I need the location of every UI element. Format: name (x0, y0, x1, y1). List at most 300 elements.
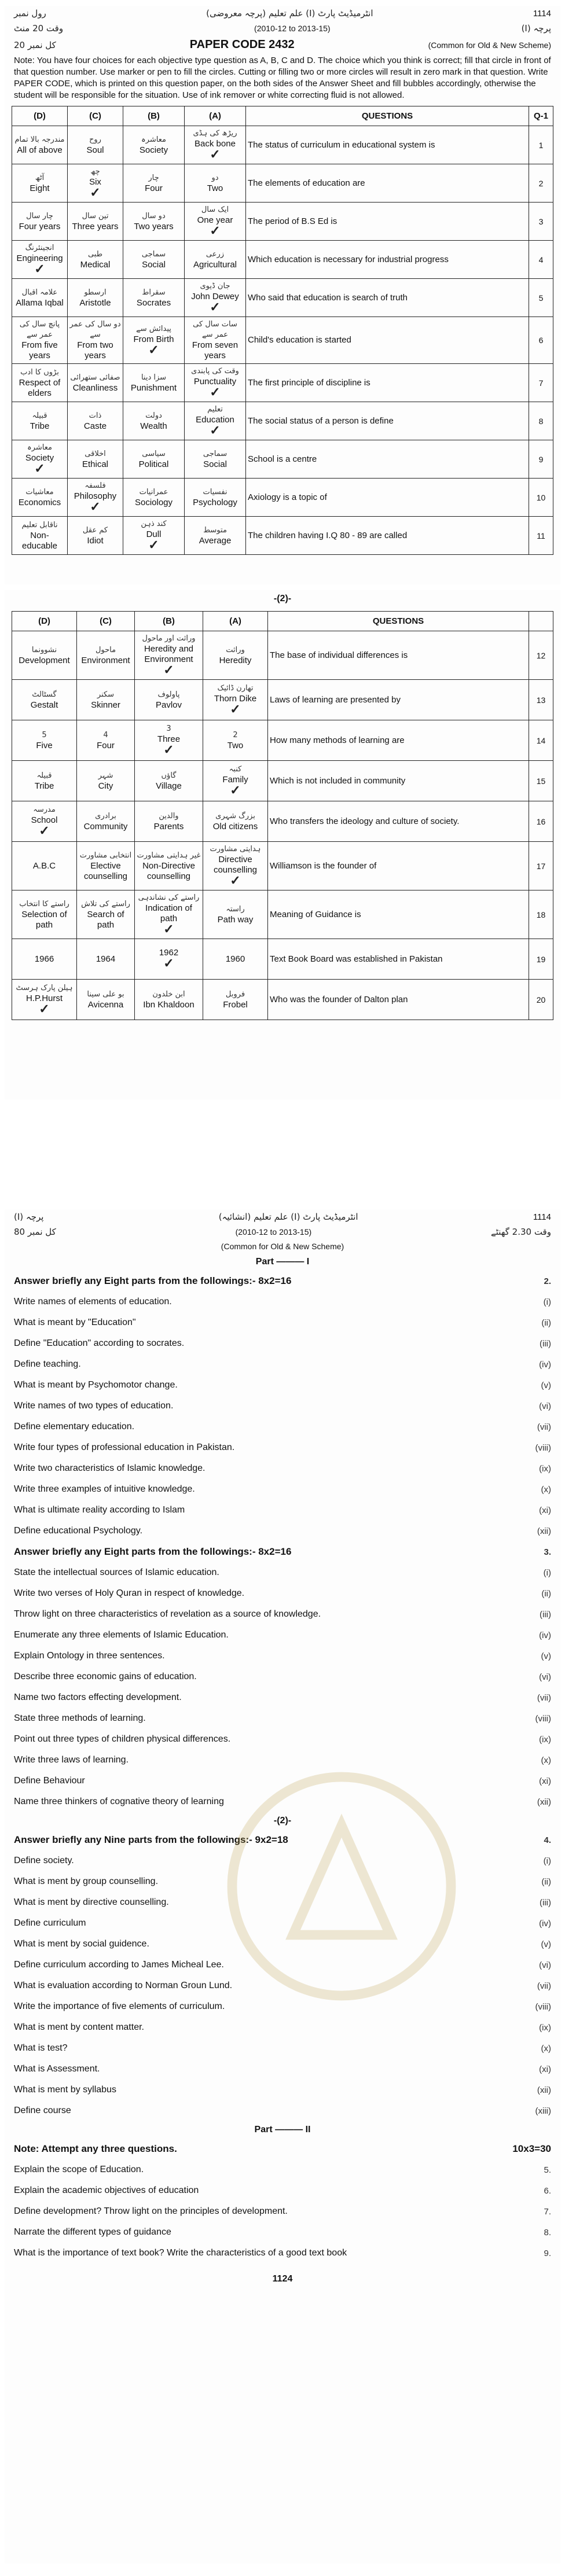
question-number: 1 (529, 126, 553, 164)
part2-marks: 10x3=30 (512, 2143, 551, 2154)
check-mark-icon: ✓ (39, 1002, 50, 1016)
mcq-row (12, 680, 553, 720)
question-text: The social status of a person is define (246, 402, 529, 440)
option-english: Wealth (140, 421, 167, 431)
option-english: Gestalt (30, 700, 58, 710)
question-number: (i) (543, 1567, 551, 1578)
mcq-row (12, 890, 553, 939)
short-question-item (5, 2017, 560, 2038)
mcq-table-1 (12, 106, 553, 555)
short-question-item (5, 1771, 560, 1791)
code-left: 1114 (533, 8, 551, 19)
option-english: Social (203, 459, 227, 469)
short-question-item (5, 1996, 560, 2017)
question-number: 3 (529, 203, 553, 241)
question-number: 12 (529, 631, 553, 680)
part-2-label: Part ——— II (254, 2125, 311, 2135)
question-text: Name three thinkers of cognative theory of learning (14, 1797, 224, 1806)
short-question-item (5, 1479, 560, 1500)
option-english: From five years (21, 340, 58, 360)
question-text: Williamson is the founder of (268, 842, 529, 890)
option-d (12, 890, 77, 939)
option-urdu: نشوونما (31, 645, 57, 654)
option-english: Back bone (195, 139, 236, 149)
question-number: 11 (529, 517, 553, 555)
question-number: 5 (529, 279, 553, 317)
option-english: Community (83, 821, 128, 831)
footer-code: 1124 (272, 2274, 293, 2284)
question-number: (x) (541, 2043, 551, 2054)
short-question-item (5, 1666, 560, 1687)
option-english: Pavlov (155, 700, 182, 710)
mcq-row (12, 801, 553, 842)
question-number: (xi) (539, 1505, 551, 1515)
option-d (12, 402, 68, 440)
option-c (77, 680, 135, 720)
check-mark-icon: ✓ (39, 823, 50, 838)
check-mark-icon: ✓ (34, 262, 45, 276)
question-number: (i) (543, 1856, 551, 1866)
option-urdu: معاشیات (25, 487, 54, 496)
subjective-header-scheme (5, 1239, 560, 1253)
question-number: (i) (543, 1297, 551, 1307)
option-english: Punctuality (193, 377, 237, 387)
question-number: (vii) (537, 1422, 551, 1432)
question-text: Throw light on three characteristics of revelation as a source of knowledge. (14, 1609, 321, 1619)
short-question-item (5, 2100, 560, 2121)
q4-heading-text: Answer briefly any Nine parts from the followings:- 9x2=18 (14, 1834, 288, 1845)
option-urdu: دولت (145, 411, 162, 420)
short-question-item (5, 1934, 560, 1955)
subjective-header-top (5, 1209, 560, 1224)
option-english: Medical (80, 259, 111, 270)
question-number: (xiii) (535, 2106, 551, 2116)
q4-list (5, 1850, 560, 2121)
question-text: Who transfers the ideology and culture of society. (268, 801, 529, 842)
question-text: Define elementary education. (14, 1422, 135, 1431)
option-english: Socrates (136, 297, 171, 308)
option-english: Ethical (82, 459, 109, 469)
question-text: What is ment by directive counselling. (14, 1897, 169, 1907)
question-text: Which is not included in community (268, 761, 529, 801)
short-question-item (5, 1396, 560, 1416)
question-text: Child's education is started (246, 317, 529, 364)
option-urdu: والدین (159, 811, 179, 820)
option-urdu: علامہ اقبال (21, 288, 58, 297)
option-a (203, 939, 268, 980)
option-english: Frobel (223, 999, 248, 1010)
option-b (123, 126, 185, 164)
option-b (123, 517, 185, 555)
option-d (12, 279, 68, 317)
option-english: Education (196, 415, 234, 425)
question-text: Enumerate any three elements of Islamic Education. (14, 1630, 229, 1640)
option-d (12, 126, 68, 164)
option-urdu: وراثت اور ماحول (142, 634, 196, 643)
option-urdu: روح (89, 135, 101, 144)
question-number: (iii) (540, 1338, 551, 1349)
option-english: Non-educable (22, 530, 57, 551)
q4-number: 4. (544, 1835, 551, 1845)
short-question-item (5, 1521, 560, 1541)
objective-header-meta (5, 21, 560, 36)
option-urdu: ذات (89, 411, 102, 420)
option-urdu: راستے کی نشاندہی (138, 893, 200, 902)
option-urdu: گاؤں (161, 771, 177, 780)
option-english: Ibn Khaldoon (143, 999, 195, 1010)
option-urdu: فلسفہ (85, 481, 106, 490)
question-number: (iv) (539, 1630, 551, 1640)
option-english: Two (207, 183, 223, 193)
option-urdu: انجینئرنگ (25, 244, 54, 252)
question-number: (v) (541, 1380, 551, 1390)
option-urdu: متوسط (203, 525, 227, 535)
question-number: (v) (541, 1939, 551, 1949)
short-question-item (5, 1871, 560, 1892)
option-urdu: معاشرہ (27, 443, 52, 452)
question-text: What is meant by "Education" (14, 1318, 136, 1327)
option-urdu: بزرگ شہری (215, 811, 255, 820)
option-english: 1962 (159, 948, 179, 958)
option-urdu: بڑوں کا ادب (20, 367, 59, 377)
question-text: Which education is necessary for industrial progress (246, 241, 529, 279)
question-number: (xii) (537, 1526, 551, 1536)
check-mark-icon: ✓ (163, 742, 174, 757)
option-english: Aristotle (79, 297, 111, 308)
question-number: (xii) (537, 1797, 551, 1807)
option-b (123, 364, 185, 402)
question-number: 5. (544, 2165, 551, 2175)
question-text: Name two factors effecting development. (14, 1692, 182, 1702)
short-question-item (5, 1604, 560, 1625)
option-english: Agricultural (193, 259, 237, 270)
option-urdu: سکنر (97, 690, 115, 699)
option-d (12, 720, 77, 761)
mcq-row (12, 720, 553, 761)
option-english: Path way (217, 914, 254, 925)
option-d (12, 631, 77, 680)
option-urdu: راستہ (226, 904, 245, 914)
option-english: Average (199, 535, 232, 546)
option-english: Family (222, 775, 248, 785)
option-english: Parents (153, 821, 184, 831)
question-text: Write three laws of learning. (14, 1755, 129, 1765)
question-number: (xi) (539, 2064, 551, 2074)
option-english: Engineering (16, 253, 63, 263)
option-english: Respect of elders (19, 377, 61, 398)
header-b: (B) (123, 106, 185, 126)
option-urdu: سماجی (203, 449, 228, 458)
option-c (68, 479, 123, 517)
question-number: (vii) (537, 1981, 551, 1991)
check-mark-icon: ✓ (210, 300, 221, 314)
option-english: All of above (17, 145, 63, 155)
option-urdu: نفسیات (203, 487, 228, 496)
header-a: (A) (185, 106, 246, 126)
short-question-item (5, 1750, 560, 1771)
option-urdu: پاولوف (157, 690, 180, 699)
option-urdu: وراثت (226, 645, 245, 654)
short-question-item (5, 2243, 560, 2264)
question-number: 20 (529, 980, 553, 1020)
check-mark-icon: ✓ (148, 342, 159, 357)
option-c (68, 279, 123, 317)
option-english: Heredity (219, 655, 252, 665)
option-english: Punishment (130, 382, 177, 393)
question-number: (iii) (540, 1609, 551, 1620)
question-text: Write names of two types of education. (14, 1401, 174, 1411)
option-english: One year (197, 215, 233, 225)
option-c (77, 890, 135, 939)
option-urdu: چار سال (26, 211, 53, 220)
option-a (203, 631, 268, 680)
short-question-item (5, 1312, 560, 1333)
short-question-item (5, 1625, 560, 1646)
option-urdu: عمرانیات (139, 487, 168, 496)
option-english: Environment (81, 655, 130, 665)
option-d (12, 479, 68, 517)
option-urdu: صفائی ستھرائی (70, 373, 120, 382)
option-b (135, 631, 203, 680)
question-number: (ii) (541, 1318, 551, 1328)
mcq-row (12, 761, 553, 801)
option-b (123, 203, 185, 241)
short-question-item (5, 1850, 560, 1871)
header-d: (D) (12, 106, 68, 126)
question-text: Laws of learning are presented by (268, 680, 529, 720)
option-c (77, 631, 135, 680)
question-text: Write names of elements of education. (14, 1297, 172, 1307)
question-text: What is ment by content matter. (14, 2022, 144, 2032)
option-urdu: انتخابی مشاورت (79, 851, 132, 860)
option-english: Avicenna (87, 999, 124, 1010)
mcq-table-2 (12, 611, 553, 1020)
option-english: Two years (134, 221, 174, 231)
question-number: (ix) (539, 2022, 551, 2033)
option-d (12, 517, 68, 555)
option-english: H.P.Hurst (25, 993, 63, 1003)
mcq-row (12, 364, 553, 402)
sessions-label: (2010-12 to 2013-15) (254, 24, 331, 33)
check-mark-icon: ✓ (210, 223, 221, 238)
option-a (185, 203, 246, 241)
option-a (185, 402, 246, 440)
option-urdu: دو سال کی عمر سے (69, 320, 121, 339)
option-a (185, 317, 246, 364)
option-english: Economics (18, 497, 61, 507)
sub-page-2-label: -(2)- (273, 1816, 292, 1826)
header2-num (529, 612, 553, 631)
mcq-row (12, 842, 553, 890)
option-urdu: راستے کی تلاش (81, 899, 130, 908)
question-number: (x) (541, 1484, 551, 1495)
question-text: Write three examples of intuitive knowledge. (14, 1484, 195, 1494)
option-english: Non-Directive counselling (142, 860, 195, 881)
option-urdu: 4 (103, 730, 108, 739)
question-text: Narrate the different types of guidance (14, 2227, 171, 2237)
option-a (203, 890, 268, 939)
short-question-item (5, 2201, 560, 2222)
option-urdu: ماحول (95, 645, 116, 654)
option-c (68, 440, 123, 479)
option-urdu: ابن خلدون (152, 989, 185, 999)
check-mark-icon: ✓ (163, 922, 174, 936)
option-english: From two years (77, 340, 113, 360)
question-number: (iii) (540, 1897, 551, 1908)
option-a (185, 364, 246, 402)
option-d (12, 980, 77, 1020)
question-text: What is ment by syllabus (14, 2085, 116, 2095)
option-urdu: 2 (233, 730, 238, 739)
question-text: Write four types of professional education in Pakistan. (14, 1442, 235, 1452)
option-english: From Birth (133, 334, 174, 344)
option-b (123, 279, 185, 317)
short-question-item (5, 1354, 560, 1375)
option-a (185, 440, 246, 479)
option-english: Village (156, 781, 182, 791)
option-c (77, 842, 135, 890)
option-b (135, 720, 203, 761)
option-urdu: سیاسی (142, 449, 166, 458)
question-number: (iv) (539, 1359, 551, 1370)
question-number: 15 (529, 761, 553, 801)
option-urdu: سزا دینا (141, 373, 167, 382)
option-english: Four years (19, 221, 61, 231)
objective-sheet (5, 6, 560, 584)
mcq-row (12, 440, 553, 479)
option-a (203, 980, 268, 1020)
objective-note: Note: You have four choices for each objective type question as A, B, C and D. The choice which you think is correct; fill that circle in front of that question number. Use marker or pen to fill the circles. Cutting or filling two or more circles will result in zero mark in that question. Write PAPER CODE, which is printed on this question paper, on the both sides of the Answer Sheet and fill bubbles accordingly, otherwise the student will be responsible for the situation. Use of ink remover or white correcting fluid is not allowed. (14, 56, 551, 100)
question-number: 6. (544, 2185, 551, 2196)
mcq-row (12, 241, 553, 279)
option-urdu: دو (211, 173, 219, 182)
option-a (203, 842, 268, 890)
question-number: (x) (541, 1755, 551, 1765)
option-a (185, 279, 246, 317)
header-c: (C) (68, 106, 123, 126)
question-text: Write the importance of five elements of curriculum. (14, 2001, 225, 2011)
option-urdu: ارسطو (84, 288, 107, 297)
question-text: What is evaluation according to Norman Groun Lund. (14, 1981, 233, 1990)
option-english: Elective counselling (83, 860, 128, 881)
option-c (68, 402, 123, 440)
option-english: A.B.C (32, 860, 56, 871)
option-urdu: زرعی (206, 249, 225, 259)
time-label: وقت 20 منٹ (14, 23, 64, 34)
option-c (68, 317, 123, 364)
option-b (123, 440, 185, 479)
option-english: 1966 (34, 954, 54, 964)
sub-code-left: 1114 (533, 1212, 551, 1222)
option-english: John Dewey (191, 292, 239, 301)
option-b (135, 890, 203, 939)
option-english: Search of path (87, 909, 124, 930)
mcq-row (12, 126, 553, 164)
question-number: 18 (529, 890, 553, 939)
option-urdu: ہیلن پارک ہرسٹ (16, 984, 73, 992)
option-english: From seven years (192, 340, 239, 360)
short-question-item (5, 1913, 560, 1934)
option-b (123, 241, 185, 279)
option-urdu: 5 (42, 730, 47, 739)
question-number: (ix) (539, 1463, 551, 1474)
roll-no-label: رول نمبر (14, 8, 46, 19)
question-text: Explain Ontology in three sentences. (14, 1651, 165, 1661)
question-text: Define development? Throw light on the principles of development. (14, 2206, 288, 2216)
option-english: Dull (146, 529, 162, 539)
option-urdu: معاشرہ (141, 135, 166, 144)
header2-d: (D) (12, 612, 77, 631)
question-number: 8. (544, 2227, 551, 2238)
check-mark-icon: ✓ (230, 873, 241, 888)
question-text: Text Book Board was established in Pakistan (268, 939, 529, 980)
option-a (185, 126, 246, 164)
option-c (68, 517, 123, 555)
question-text: Define Behaviour (14, 1776, 85, 1786)
question-text: Define curriculum (14, 1918, 86, 1928)
question-number: 7. (544, 2206, 551, 2217)
mcq-row (12, 479, 553, 517)
mcq-row (12, 939, 553, 980)
option-a (203, 680, 268, 720)
urdu-title: انٹرمیڈیٹ پارٹ (I) علم تعلیم (پرچہ معروضی) (206, 8, 373, 19)
header2-questions: QUESTIONS (268, 612, 529, 631)
option-english: Psychology (193, 497, 237, 507)
option-urdu: فروبل (225, 989, 245, 999)
option-english: Six (89, 177, 101, 187)
header2-c: (C) (77, 612, 135, 631)
option-english: Five (36, 740, 53, 750)
option-b (135, 939, 203, 980)
option-urdu: بو علی سینا (87, 989, 124, 999)
option-urdu: گسٹالٹ (32, 690, 57, 699)
q3-list (5, 1562, 560, 1812)
option-english: Four (145, 183, 163, 193)
option-urdu: جان ڈیوی (200, 282, 230, 290)
question-text: What is meant by Psychomotor change. (14, 1380, 178, 1390)
short-question-item (5, 1791, 560, 1812)
option-c (77, 939, 135, 980)
option-english: 1964 (96, 954, 116, 964)
short-question-item (5, 1687, 560, 1708)
option-urdu: قبیلہ (36, 771, 52, 780)
question-text: Point out three types of children physical differences. (14, 1734, 231, 1744)
question-number: 10 (529, 479, 553, 517)
short-question-item (5, 2180, 560, 2201)
option-d (12, 939, 77, 980)
option-english: Tribe (30, 421, 50, 431)
option-english: Tribe (34, 781, 54, 791)
short-question-item (5, 1562, 560, 1583)
question-number: (viii) (535, 1442, 551, 1453)
question-text: Define teaching. (14, 1359, 81, 1369)
long-question-list (5, 2159, 560, 2264)
option-english: Allama Iqbal (16, 297, 64, 308)
question-number: 14 (529, 720, 553, 761)
option-b (123, 479, 185, 517)
option-c (68, 203, 123, 241)
option-english: Development (19, 655, 70, 665)
sub-time: وقت 2.30 گھنٹے (490, 1227, 551, 1237)
option-english: Selection of path (21, 909, 67, 930)
question-text: Meaning of Guidance is (268, 890, 529, 939)
paper-no-label: پرچہ (I) (521, 23, 551, 34)
option-urdu: ریڑھ کی ہڈی (193, 129, 237, 138)
question-number: (vi) (539, 1960, 551, 1970)
option-english: Three (157, 734, 181, 744)
option-d (12, 801, 77, 842)
option-urdu: چھ (90, 167, 100, 176)
